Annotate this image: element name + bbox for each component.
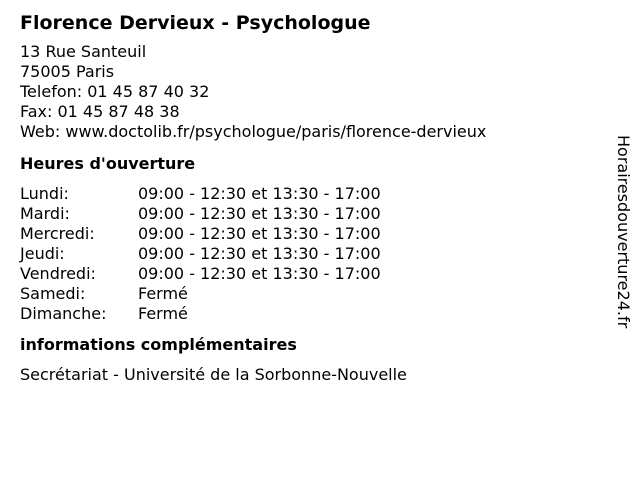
day-label: Mardi: — [20, 204, 70, 223]
hours-row-saturday — [20, 284, 600, 304]
additional-info-heading: informations complémentaires — [20, 335, 297, 354]
site-watermark: Horairesdouverture24.fr — [614, 135, 633, 329]
day-label: Samedi: — [20, 284, 86, 303]
page-title: Florence Dervieux - Psychologue — [20, 12, 371, 34]
day-label: Mercredi: — [20, 224, 95, 243]
phone-number: Telefon: 01 45 87 40 32 — [20, 82, 210, 101]
hours-row-thursday — [20, 244, 600, 264]
time-value: 09:00 - 12:30 et 13:30 - 17:00 — [138, 244, 381, 263]
time-value: 09:00 - 12:30 et 13:30 - 17:00 — [138, 264, 381, 283]
time-value: 09:00 - 12:30 et 13:30 - 17:00 — [138, 204, 381, 223]
time-value: 09:00 - 12:30 et 13:30 - 17:00 — [138, 224, 381, 243]
time-value: Fermé — [138, 284, 188, 303]
website-url: Web: www.doctolib.fr/psychologue/paris/florence-dervieux — [20, 122, 487, 141]
time-value: 09:00 - 12:30 et 13:30 - 17:00 — [138, 184, 381, 203]
hours-row-wednesday — [20, 224, 600, 244]
city-postcode: 75005 Paris — [20, 62, 115, 81]
fax-number: Fax: 01 45 87 48 38 — [20, 102, 180, 121]
day-label: Jeudi: — [20, 244, 65, 263]
hours-row-tuesday — [20, 204, 600, 224]
street-address: 13 Rue Santeuil — [20, 42, 147, 61]
time-value: Fermé — [138, 304, 188, 323]
hours-row-sunday — [20, 304, 600, 324]
additional-info-text: Secrétariat - Université de la Sorbonne-Nouvelle — [20, 365, 407, 384]
opening-hours-heading: Heures d'ouverture — [20, 154, 196, 173]
opening-hours-list — [20, 184, 600, 324]
business-card — [20, 10, 600, 385]
day-label: Vendredi: — [20, 264, 96, 283]
day-label: Dimanche: — [20, 304, 107, 323]
hours-row-monday — [20, 184, 600, 204]
address-block — [20, 42, 600, 142]
day-label: Lundi: — [20, 184, 69, 203]
hours-row-friday — [20, 264, 600, 284]
